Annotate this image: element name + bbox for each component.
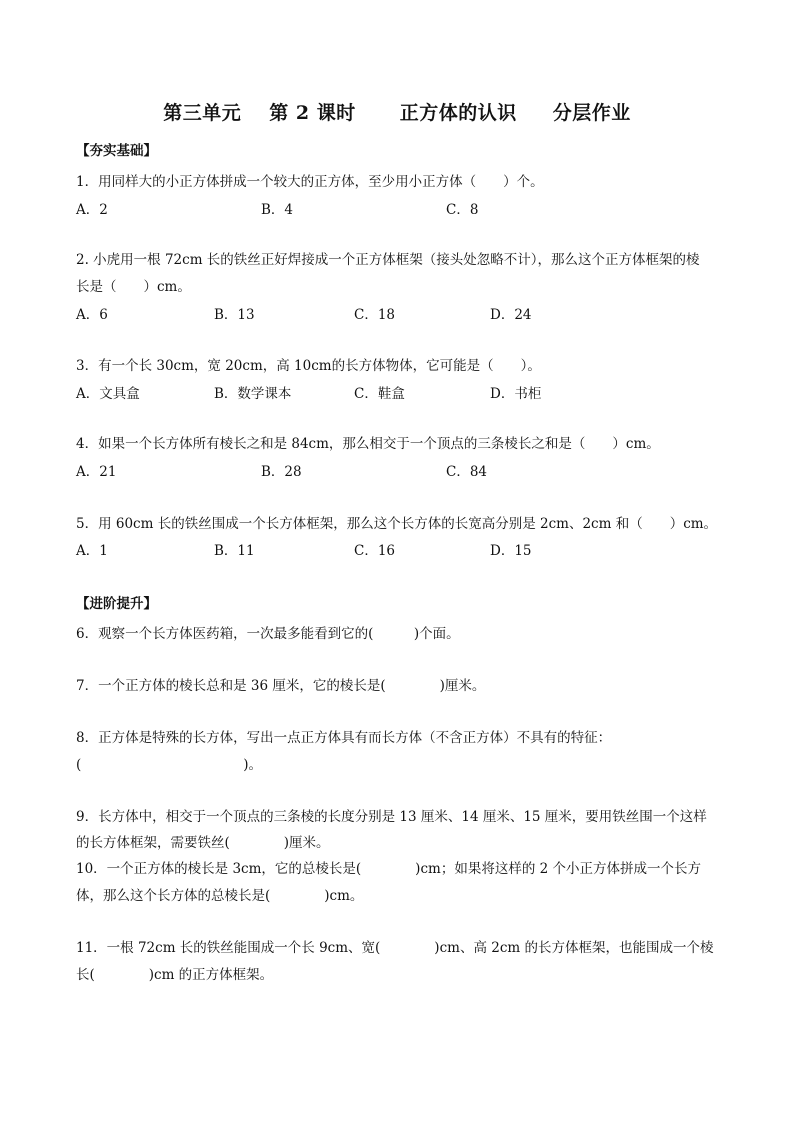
title-lesson: 第 2 课时 (269, 102, 356, 124)
section-advanced: 【进阶提升】 (76, 596, 157, 612)
q2-option-d: D．24 (490, 307, 532, 323)
q5-option-b: B．11 (214, 543, 255, 559)
question-1: 1．用同样大的小正方体拼成一个较大的正方体，至少用小正方体（ ）个。 (76, 174, 544, 190)
question-2-line-2: 长是（ ）cm。 (76, 279, 191, 295)
q4-option-a: A．21 (76, 464, 117, 480)
question-9-line-2: 的长方体框架，需要铁丝( )厘米。 (76, 835, 330, 851)
question-7: 7．一个正方体的棱长总和是 36 厘米，它的棱长是( )厘米。 (76, 678, 486, 694)
title-topic: 正方体的认识 (399, 102, 517, 124)
title-unit: 第三单元 (163, 102, 242, 124)
question-6: 6．观察一个长方体医药箱，一次最多能看到它的( )个面。 (76, 626, 460, 642)
q4-option-c: C．84 (446, 464, 488, 480)
question-2-line-1: 2. 小虎用一根 72cm 长的铁丝正好焊接成一个正方体框架（接头处忽略不计），那么这个正方体框架的棱 (76, 252, 700, 268)
title-type: 分层作业 (552, 102, 631, 124)
q2-option-c: C．18 (354, 307, 396, 323)
page-title (0, 98, 794, 125)
section-basic: 【夯实基础】 (76, 143, 157, 159)
q3-option-c: C．鞋盒 (354, 386, 405, 402)
question-5: 5．用 60cm 长的铁丝围成一个长方体框架，那么这个长方体的长宽高分别是 2cm、2cm 和（ ）cm。 (76, 516, 718, 532)
q3-option-d: D．书柜 (490, 386, 542, 402)
q1-option-c: C．8 (446, 202, 479, 218)
q5-option-a: A．1 (76, 543, 108, 559)
q1-option-a: A．2 (76, 202, 108, 218)
question-9-line-1: 9．长方体中，相交于一个顶点的三条棱的长度分别是 13 厘米、14 厘米、15 厘米，要用铁丝围一个这样 (76, 809, 707, 825)
q2-option-b: B．13 (214, 307, 255, 323)
question-8-line-1: 8．正方体是特殊的长方体，写出一点正方体具有而长方体（不含正方体）不具有的特征： (76, 730, 612, 746)
q5-option-d: D．15 (490, 543, 532, 559)
q3-option-a: A．文具盒 (76, 386, 140, 402)
question-4: 4．如果一个长方体所有棱长之和是 84cm，那么相交于一个顶点的三条棱长之和是（ ）cm。 (76, 436, 660, 452)
question-10-line-2: 体，那么这个长方体的总棱长是( )cm。 (76, 888, 364, 904)
question-11-line-1: 11．一根 72cm 长的铁丝能围成一个长 9cm、宽( )cm、高 2cm 的长方体框架，也能围成一个棱 (76, 940, 714, 956)
question-11-line-2: 长( )cm 的正方体框架。 (76, 967, 274, 983)
q1-option-b: B．4 (261, 202, 294, 218)
q4-option-b: B．28 (261, 464, 302, 480)
q5-option-c: C．16 (354, 543, 396, 559)
question-10-line-1: 10．一个正方体的棱长是 3cm，它的总棱长是( )cm；如果将这样的 2 个小正方体拼成一个长方 (76, 861, 701, 877)
question-3: 3．有一个长 30cm，宽 20cm，高 10cm的长方体物体，它可能是（ ）。 (76, 358, 541, 374)
q2-option-a: A．6 (76, 307, 108, 323)
q3-option-b: B．数学课本 (214, 386, 292, 402)
question-8-line-2: ( )。 (76, 757, 263, 773)
